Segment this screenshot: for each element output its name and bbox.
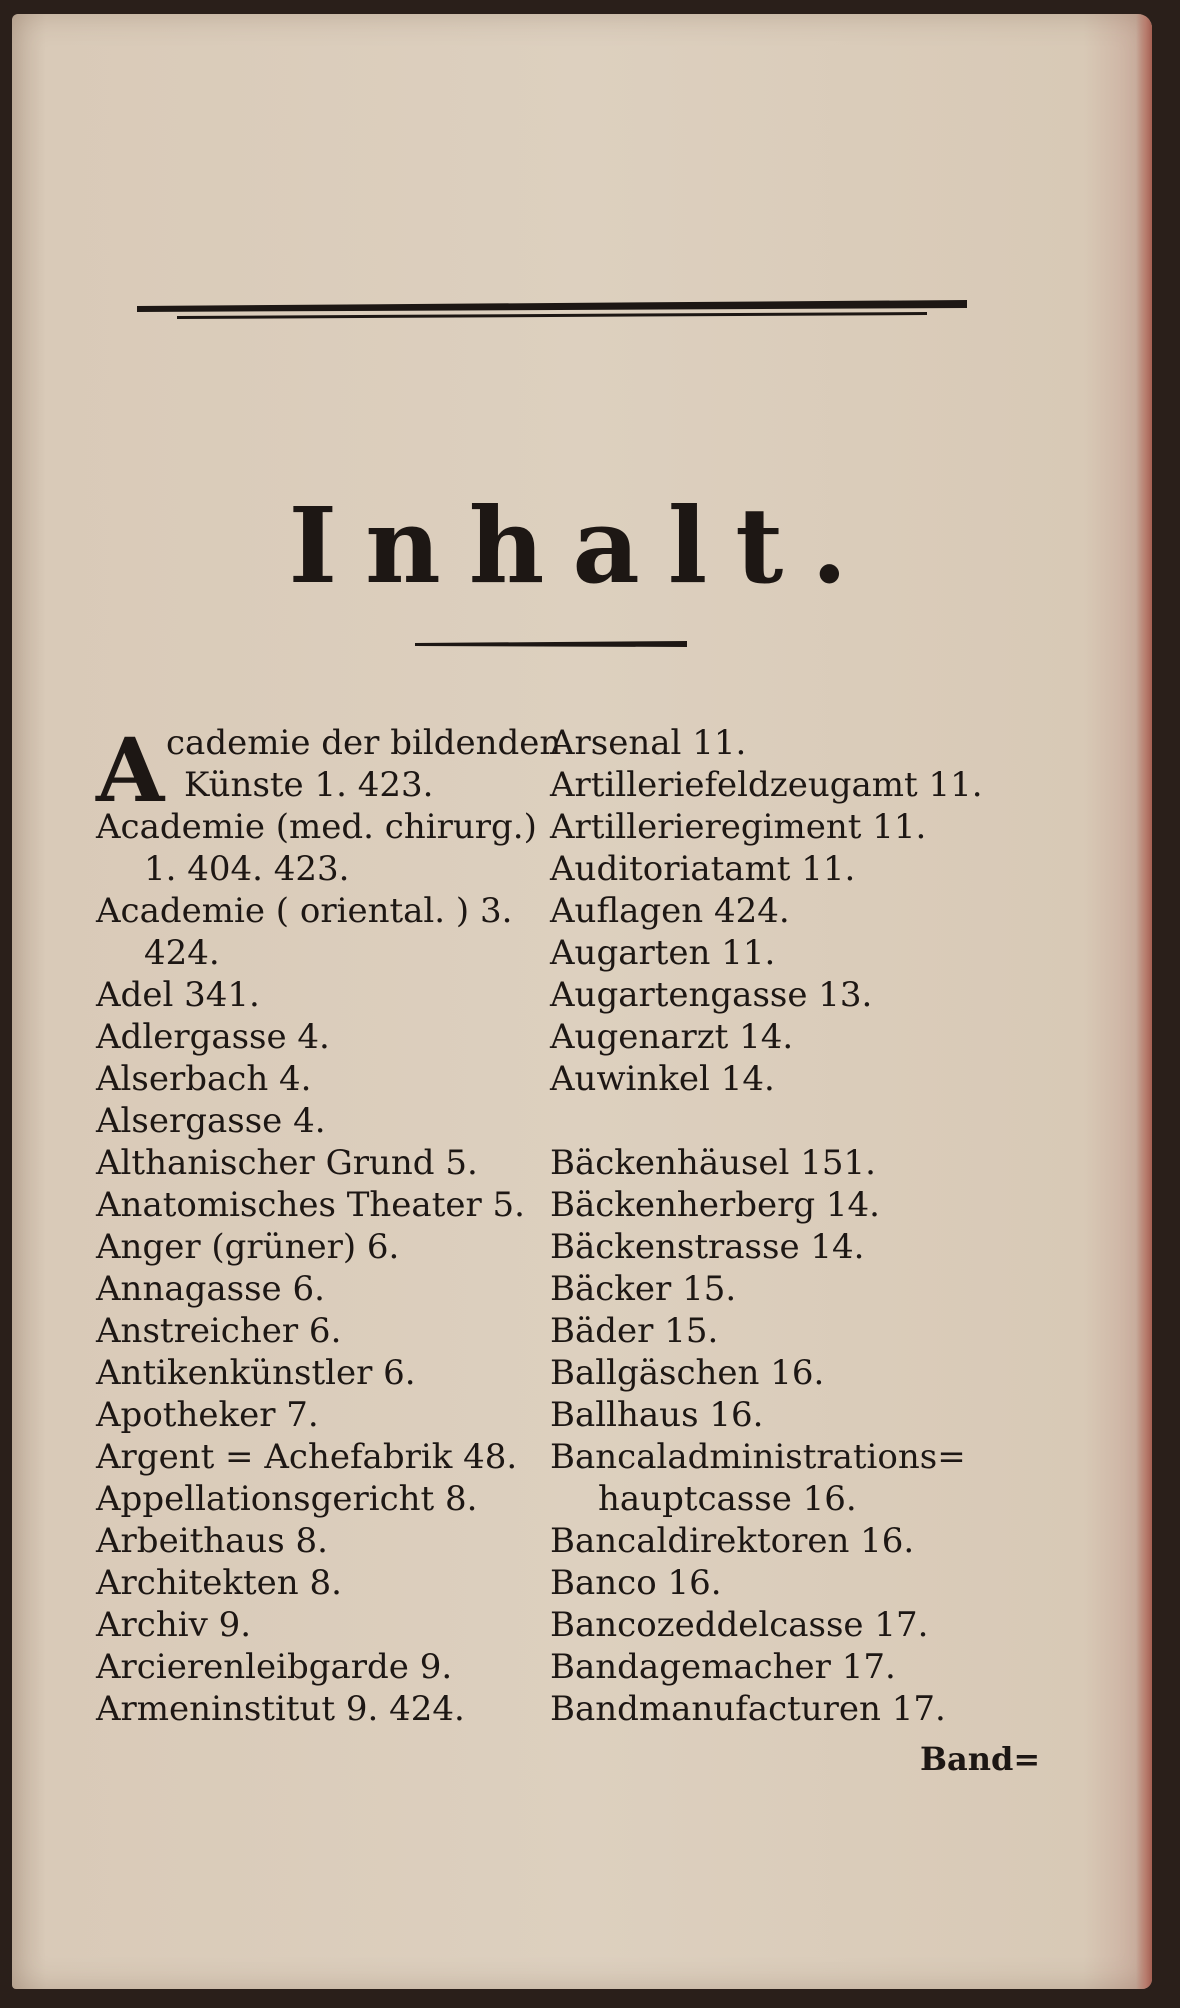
index-entry: 424. (144, 933, 220, 973)
index-entry: Artillerieregiment 11. (550, 807, 927, 847)
index-entry: Bäckenhäusel 151. (550, 1143, 876, 1183)
index-entry: Künste 1. 423. (184, 765, 434, 805)
index-entry: Bandagemacher 17. (550, 1647, 896, 1687)
index-entry: Bäckenstrasse 14. (550, 1227, 865, 1267)
index-entry: Appellationsgericht 8. (96, 1479, 478, 1519)
index-entry: Academie (med. chirurg.) (96, 807, 537, 847)
index-entry: Arbeithaus 8. (96, 1521, 328, 1561)
index-entry: Bäckenherberg 14. (550, 1185, 880, 1225)
index-entry: Ballgäschen 16. (550, 1353, 825, 1393)
index-entry: Adel 341. (96, 975, 260, 1015)
index-entry: Bäcker 15. (550, 1269, 737, 1309)
index-entry: Arcierenleibgarde 9. (96, 1647, 453, 1687)
index-entry: Auflagen 424. (550, 891, 790, 931)
index-entry: Auditoriatamt 11. (550, 849, 856, 889)
index-entry: Alsergasse 4. (96, 1101, 326, 1141)
page-title: Inhalt. (288, 484, 876, 607)
index-entry: Bandmanufacturen 17. (550, 1689, 946, 1729)
index-entry: Annagasse 6. (96, 1269, 325, 1309)
index-entry: cademie der bildenden (166, 723, 562, 763)
ornamental-rule (137, 292, 967, 322)
index-entry: Adlergasse 4. (96, 1017, 330, 1057)
index-entry: Armeninstitut 9. 424. (96, 1689, 465, 1729)
title-underline-rule (415, 636, 687, 652)
index-entry: Anger (grüner) 6. (96, 1227, 400, 1267)
index-entry: Augenarzt 14. (550, 1017, 794, 1057)
catchword: Band= (920, 1740, 1041, 1778)
index-entry: Augartengasse 13. (550, 975, 873, 1015)
index-entry: Academie ( oriental. ) 3. (96, 891, 513, 931)
index-entry: hauptcasse 16. (598, 1479, 857, 1519)
index-entry: Ballhaus 16. (550, 1395, 764, 1435)
index-entry: Artilleriefeldzeugamt 11. (550, 765, 983, 805)
index-entry: Auwinkel 14. (550, 1059, 775, 1099)
index-entry: Bancaladministrations= (550, 1437, 966, 1477)
index-entry: Arsenal 11. (550, 723, 747, 763)
page-edge (1136, 14, 1152, 1989)
index-entry: Alserbach 4. (96, 1059, 312, 1099)
index-entry: Bancaldirektoren 16. (550, 1521, 915, 1561)
index-entry: 1. 404. 423. (144, 849, 350, 889)
index-entry: Bancozeddelcasse 17. (550, 1605, 929, 1645)
index-entry: Anstreicher 6. (96, 1311, 342, 1351)
index-column-right (550, 722, 1030, 1730)
index-column-left (96, 718, 562, 1730)
index-entry: Apotheker 7. (96, 1395, 319, 1435)
index-entry: Althanischer Grund 5. (96, 1143, 478, 1183)
index-entry: Architekten 8. (96, 1563, 342, 1603)
index-entry: Anatomisches Theater 5. (96, 1185, 525, 1225)
initial-letter: A (96, 718, 165, 822)
index-entry: Argent = Achefabrik 48. (96, 1437, 518, 1477)
index-entry: Banco 16. (550, 1563, 722, 1603)
section-gap (550, 1100, 1030, 1142)
index-entry: Antikenkünstler 6. (96, 1353, 416, 1393)
index-entry: Bäder 15. (550, 1311, 719, 1351)
index-entry: Archiv 9. (96, 1605, 252, 1645)
index-entry: Augarten 11. (550, 933, 776, 973)
